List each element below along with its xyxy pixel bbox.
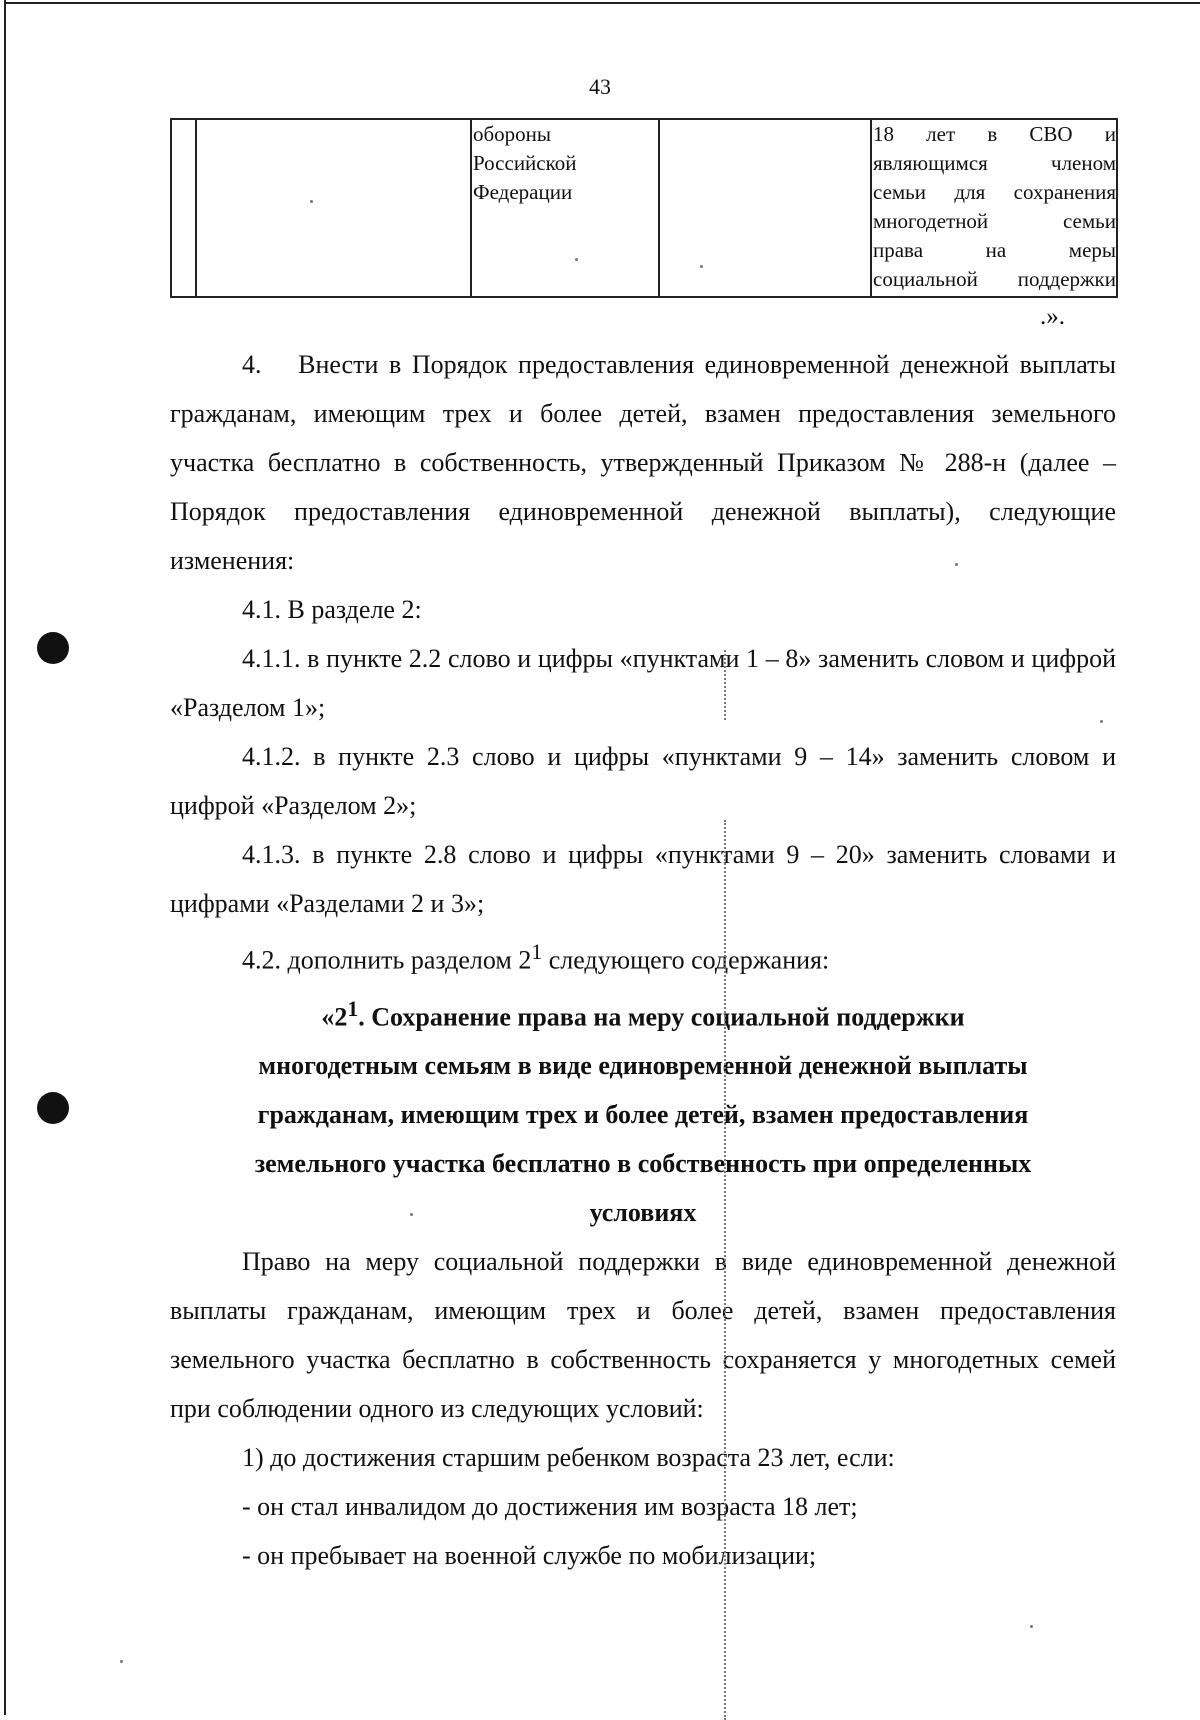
scan-speck	[700, 265, 703, 268]
table-cell	[196, 119, 471, 297]
text-fragment: 4.2. дополнить разделом 2	[242, 945, 532, 975]
scan-speck	[1100, 720, 1103, 723]
page-number: 43	[589, 74, 611, 99]
paragraph-right-retained: Право на меру социальной поддержки в виде единовременной денежной выплаты гражданам, имеющим трех и более детей, взамен предоставления земельного участка бесплатно в собственность сохраняется у многодетных семей при соблюдении одного из следующих условий:	[170, 1247, 1116, 1424]
table-cell-organization	[471, 119, 659, 297]
table-cell-line: права на меры	[873, 238, 1116, 262]
section-heading-line	[170, 985, 1116, 1042]
text-fragment: . Сохранение права на меру социальной поддержки	[358, 1002, 965, 1032]
page-frame-top	[4, 2, 1200, 4]
table-cell-condition	[871, 119, 1117, 297]
page-frame-left	[4, 0, 6, 1715]
table-cell-line: являющимся членом	[873, 151, 1116, 175]
table-cell-line: обороны	[473, 122, 552, 146]
paragraph-condition-1: 1) до достижения старшим ребенком возраста 23 лет, если:	[242, 1443, 895, 1473]
table-cell-line: Российской	[473, 151, 577, 175]
scan-artifact-line	[724, 650, 726, 720]
table-row	[171, 119, 1117, 297]
table-cell-line: многодетной семьи	[873, 209, 1116, 233]
table-cell	[659, 119, 871, 297]
paragraph-4-2	[170, 928, 1116, 985]
superscript: 1	[347, 996, 359, 1021]
scan-speck	[410, 1213, 413, 1216]
closing-quote: .».	[1040, 303, 1065, 330]
table-cell-line: 18 лет в СВО и	[873, 122, 1116, 146]
section-heading-line: земельного участка бесплатно в собственность при определенных	[254, 1149, 1032, 1179]
paragraph-dash-2: - он пребывает на военной службе по мобилизации;	[242, 1541, 817, 1571]
continuation-table	[170, 118, 1118, 298]
paragraph-4-1-3: 4.1.3. в пункте 2.8 слово и цифры «пунктами 9 – 20» заменить словами и цифрами «Разделами 2 и 3»;	[170, 840, 1116, 918]
superscript: 1	[531, 940, 543, 964]
text-fragment: следующего содержания:	[542, 945, 830, 975]
table-cell-line: Федерации	[473, 180, 573, 204]
scan-speck	[120, 1660, 123, 1663]
paragraph-dash-1: - он стал инвалидом до достижения им возраста 18 лет;	[242, 1492, 858, 1522]
table-cell-line: социальной поддержки	[873, 267, 1116, 291]
scan-speck	[1030, 1625, 1033, 1628]
punch-hole-mark	[37, 632, 69, 664]
paragraph-4-1-2: 4.1.2. в пункте 2.3 слово и цифры «пунктами 9 – 14» заменить словом и цифрой «Разделом 2»;	[170, 742, 1116, 820]
scan-speck	[310, 200, 313, 203]
section-heading-line: условиях	[589, 1198, 697, 1228]
scan-speck	[575, 258, 578, 261]
scan-artifact-line	[724, 820, 726, 1720]
table-cell-line: семьи для сохранения	[873, 180, 1116, 204]
paragraph-4-1: 4.1. В разделе 2:	[242, 595, 422, 624]
scan-speck	[955, 563, 958, 566]
paragraph-4-1-1: 4.1.1. в пункте 2.2 слово и цифры «пунктами 1 – 8» заменить словом и цифрой «Разделом 1»;	[170, 644, 1116, 722]
table-cell	[171, 119, 196, 297]
section-heading-line: гражданам, имеющим трех и более детей, взамен предоставления	[257, 1100, 1029, 1130]
punch-hole-mark	[37, 1092, 69, 1124]
text-fragment: «2	[321, 1002, 348, 1032]
paragraph-4-intro: 4. Внести в Порядок предоставления единовременной денежной выплаты гражданам, имеющим трех и более детей, взамен предоставления земельного участка бесплатно в собственность, утвержденный Приказом № 288-н (далее – Порядок предоставления единовременной денежной выплаты), следующие изменения:	[170, 350, 1116, 575]
section-4	[170, 340, 1116, 1580]
section-heading-line: многодетным семьям в виде единовременной денежной выплаты	[258, 1051, 1028, 1081]
